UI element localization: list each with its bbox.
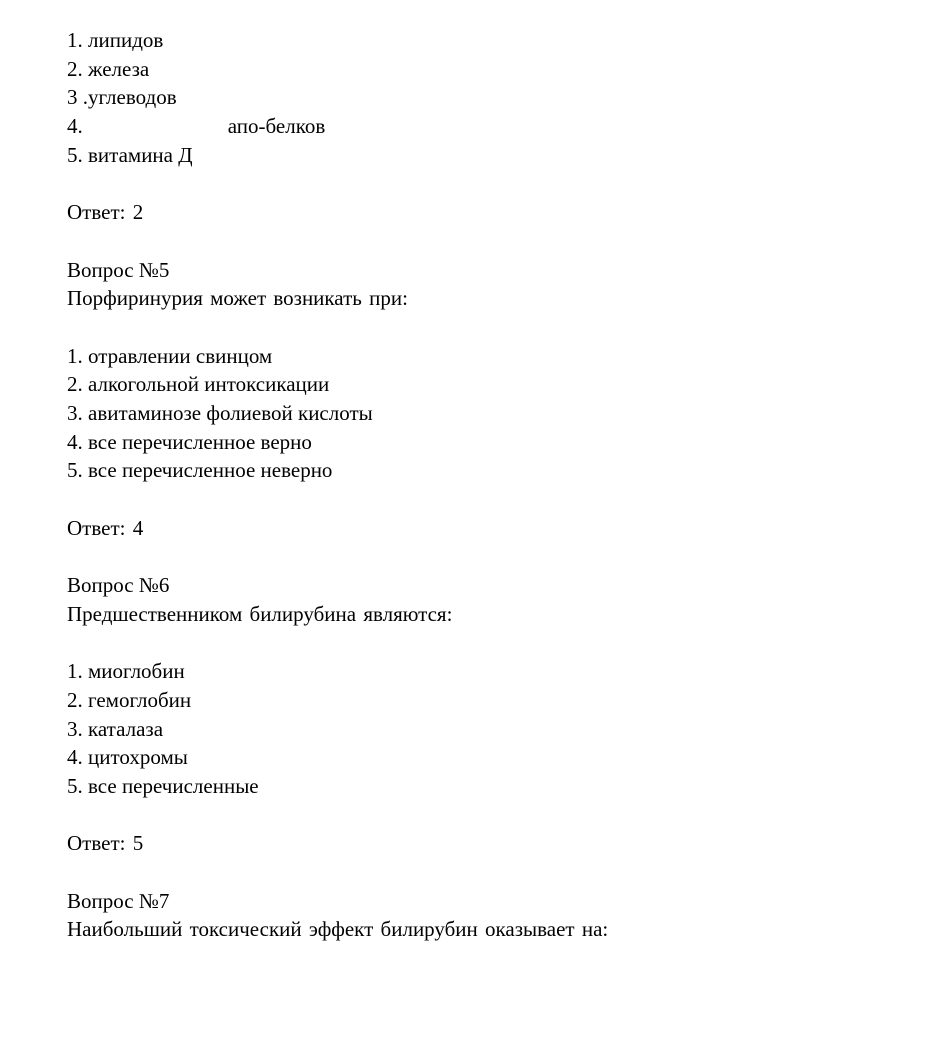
- q4-options: [67, 26, 907, 169]
- q5-options: [67, 342, 907, 485]
- q5-option-1: 1. отравлении свинцом: [67, 343, 273, 368]
- q4-option-4: 4. апо-белков: [67, 114, 326, 139]
- q6-option-2: 2. гемоглобин: [67, 687, 192, 712]
- q6-option-1: 1. миоглобин: [67, 659, 185, 684]
- q6-text: Предшественником билирубина являются:: [67, 601, 453, 626]
- q4-option-5: 5. витамина Д: [67, 142, 193, 167]
- q5-option-5: 5. все перечисленное неверно: [67, 458, 333, 483]
- document-page: [67, 26, 907, 944]
- q5-option-4: 4. все перечисленное верно: [67, 429, 312, 454]
- q6-answer: Ответ: 5: [67, 831, 144, 856]
- q4-option-2: 2. железа: [67, 56, 150, 81]
- q7-title: Вопрос №7: [67, 888, 170, 913]
- q7-text: Наибольший токсический эффект билирубин оказывает на:: [67, 917, 609, 942]
- q6-option-3: 3. каталаза: [67, 716, 164, 741]
- q6-option-5: 5. все перечисленные: [67, 773, 259, 798]
- q6-option-4: 4. цитохромы: [67, 745, 188, 770]
- q5-title: Вопрос №5: [67, 257, 170, 282]
- q4-option-1: 1. липидов: [67, 28, 164, 52]
- q5-text: Порфиринурия может возникать при:: [67, 286, 408, 311]
- q6-options: [67, 657, 907, 800]
- q6-title: Вопрос №6: [67, 573, 170, 598]
- q4-answer: Ответ: 2: [67, 200, 144, 225]
- q4-option-3: 3 .углеводов: [67, 85, 177, 110]
- q5-option-3: 3. авитаминозе фолиевой кислоты: [67, 400, 373, 425]
- q5-answer: Ответ: 4: [67, 515, 144, 540]
- q5-option-2: 2. алкогольной интоксикации: [67, 372, 330, 397]
